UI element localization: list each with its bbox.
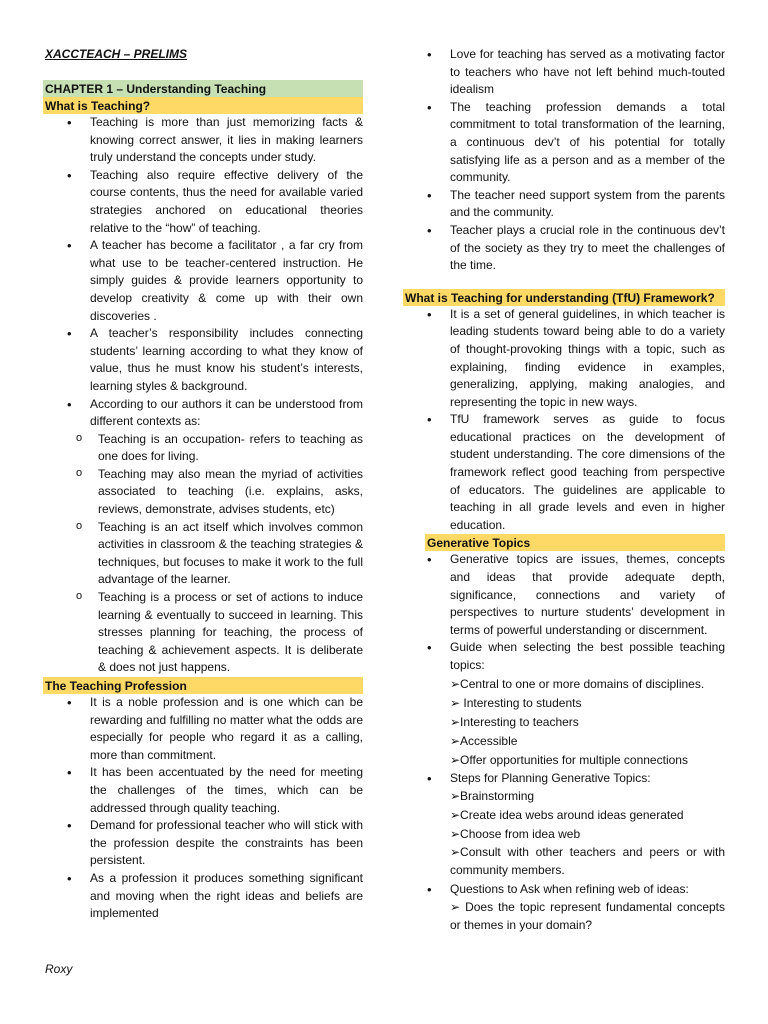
list-item: • Teaching also require effective delivery of the course contents, thus the need for available varied strategies anchored on educational theories relative to the “how” of teaching.: [43, 167, 363, 237]
arrow-item: ➢Choose from idea web: [450, 827, 581, 842]
sub-list-item: o Teaching is a process or set of actions to induce learning & eventually to succeed in learning. This stresses planning for teaching, the process of teaching & achievement aspects. It is deliberate & does not just happens.: [43, 589, 363, 677]
list-item: • Demand for professional teacher who will stick with the profession despite the constraints has been persistent.: [43, 817, 363, 870]
right-column: [403, 46, 725, 934]
sub-list-item: o Teaching is an occupation- refers to teaching as one does for living.: [43, 431, 363, 466]
tfu-framework-list: [403, 306, 725, 535]
arrow-item: ➢Accessible: [450, 733, 518, 748]
teaching-profession-list: [43, 694, 363, 923]
footer-author: Roxy: [45, 962, 73, 976]
list-item: • It is a noble profession and is one which can be rewarding and fulfilling no matter what the odds are especially for people who regard it as a calling, more than commitment.: [43, 694, 363, 764]
arrow-item: ➢ Does the topic represent fundamental concepts or themes in your domain?: [450, 899, 725, 932]
document-title: XACCTEACH – PRELIMS: [45, 47, 188, 61]
list-item: • Teacher plays a crucial role in the continuous dev’t of the society as they try to meet the challenges of the time.: [403, 222, 725, 275]
arrow-item: ➢Brainstorming: [450, 789, 535, 804]
arrow-item: ➢Interesting to teachers: [450, 714, 579, 729]
arrow-item: ➢Offer opportunities for multiple connections: [450, 752, 688, 767]
arrow-item: ➢ Interesting to students: [450, 695, 582, 710]
list-item: • Guide when selecting the best possible teaching topics:: [403, 639, 725, 674]
list-item: • Love for teaching has served as a motivating factor to teachers who have not left behind much-touted idealism: [403, 46, 725, 99]
steps-list: [403, 770, 725, 788]
chapter-heading: CHAPTER 1 – Understanding Teaching: [43, 80, 363, 97]
list-item: • It is a set of general guidelines, in which teacher is leading students toward being able to do a variety of thought-provoking things with a topic, such as explaining, finding evidence in examples, generalizing, applying, making analogies, and representing the topic in new ways.: [403, 306, 725, 412]
left-column: [43, 80, 363, 923]
list-item: • A teacher’s responsibility includes connecting students’ learning according to what they know of value, thus he must know his student’s interests, learning styles & background.: [43, 325, 363, 395]
profession-continued-list: [403, 46, 725, 275]
section-heading-what-is-teaching: What is Teaching?: [43, 97, 363, 114]
what-is-teaching-list: [43, 114, 363, 677]
arrow-item: ➢Central to one or more domains of disciplines.: [450, 676, 705, 691]
list-item: • TfU framework serves as guide to focus educational practices on the development of student understanding. The core dimensions of the framework reflect good teaching from perspective of educators. The guidelines are applicable to teaching in all grade levels and even in higher education.: [403, 411, 725, 534]
list-item: • The teaching profession demands a total commitment to total transformation of the learning, a continuous dev’t of his potential for totally satisfying life as a person and as a member of the community.: [403, 99, 725, 187]
section-heading-generative-topics: Generative Topics: [425, 534, 725, 551]
sub-list-item: o Teaching is an act itself which involves common activities in classroom & the teaching strategies & techniques, but focuses to make it work to the full advantage of the learner.: [43, 519, 363, 589]
sub-list-item: o Teaching may also mean the myriad of activities associated to teaching (i.e. explains, asks, reviews, demonstrate, advises students, etc): [43, 466, 363, 519]
list-item: • As a profession it produces something significant and moving when the right ideas and beliefs are implemented: [43, 870, 363, 923]
list-item: • It has been accentuated by the need for meeting the challenges of the times, which can be addressed through quality teaching.: [43, 764, 363, 817]
section-heading-teaching-profession: The Teaching Profession: [43, 677, 363, 694]
list-item: • Generative topics are issues, themes, concepts and ideas that provide adequate depth, significance, connections and variety of perspectives to nurture students’ development in terms of powerful understanding or discernment.: [403, 551, 725, 639]
section-heading-tfu-framework: What is Teaching for understanding (TfU) Framework?: [403, 289, 725, 306]
list-item: • A teacher has become a facilitator , a far cry from what use to be teacher-centered instruction. He simply guides & provide learners opportunity to develop creativity & come up with their own discoveries .: [43, 237, 363, 325]
arrow-item: ➢Consult with other teachers and peers or with community members.: [450, 845, 725, 877]
arrow-item: ➢Create idea webs around ideas generated: [450, 808, 684, 823]
questions-list: [403, 881, 725, 899]
list-item: • Steps for Planning Generative Topics:: [403, 770, 725, 788]
list-item: • According to our authors it can be understood from different contexts as:: [43, 396, 363, 431]
list-item: • Teaching is more than just memorizing facts & knowing correct answer, it lies in making learners truly understand the concepts under study.: [43, 114, 363, 167]
list-item: • Questions to Ask when refining web of ideas:: [403, 881, 725, 899]
list-item: • The teacher need support system from the parents and the community.: [403, 187, 725, 222]
generative-topics-list: [403, 551, 725, 674]
